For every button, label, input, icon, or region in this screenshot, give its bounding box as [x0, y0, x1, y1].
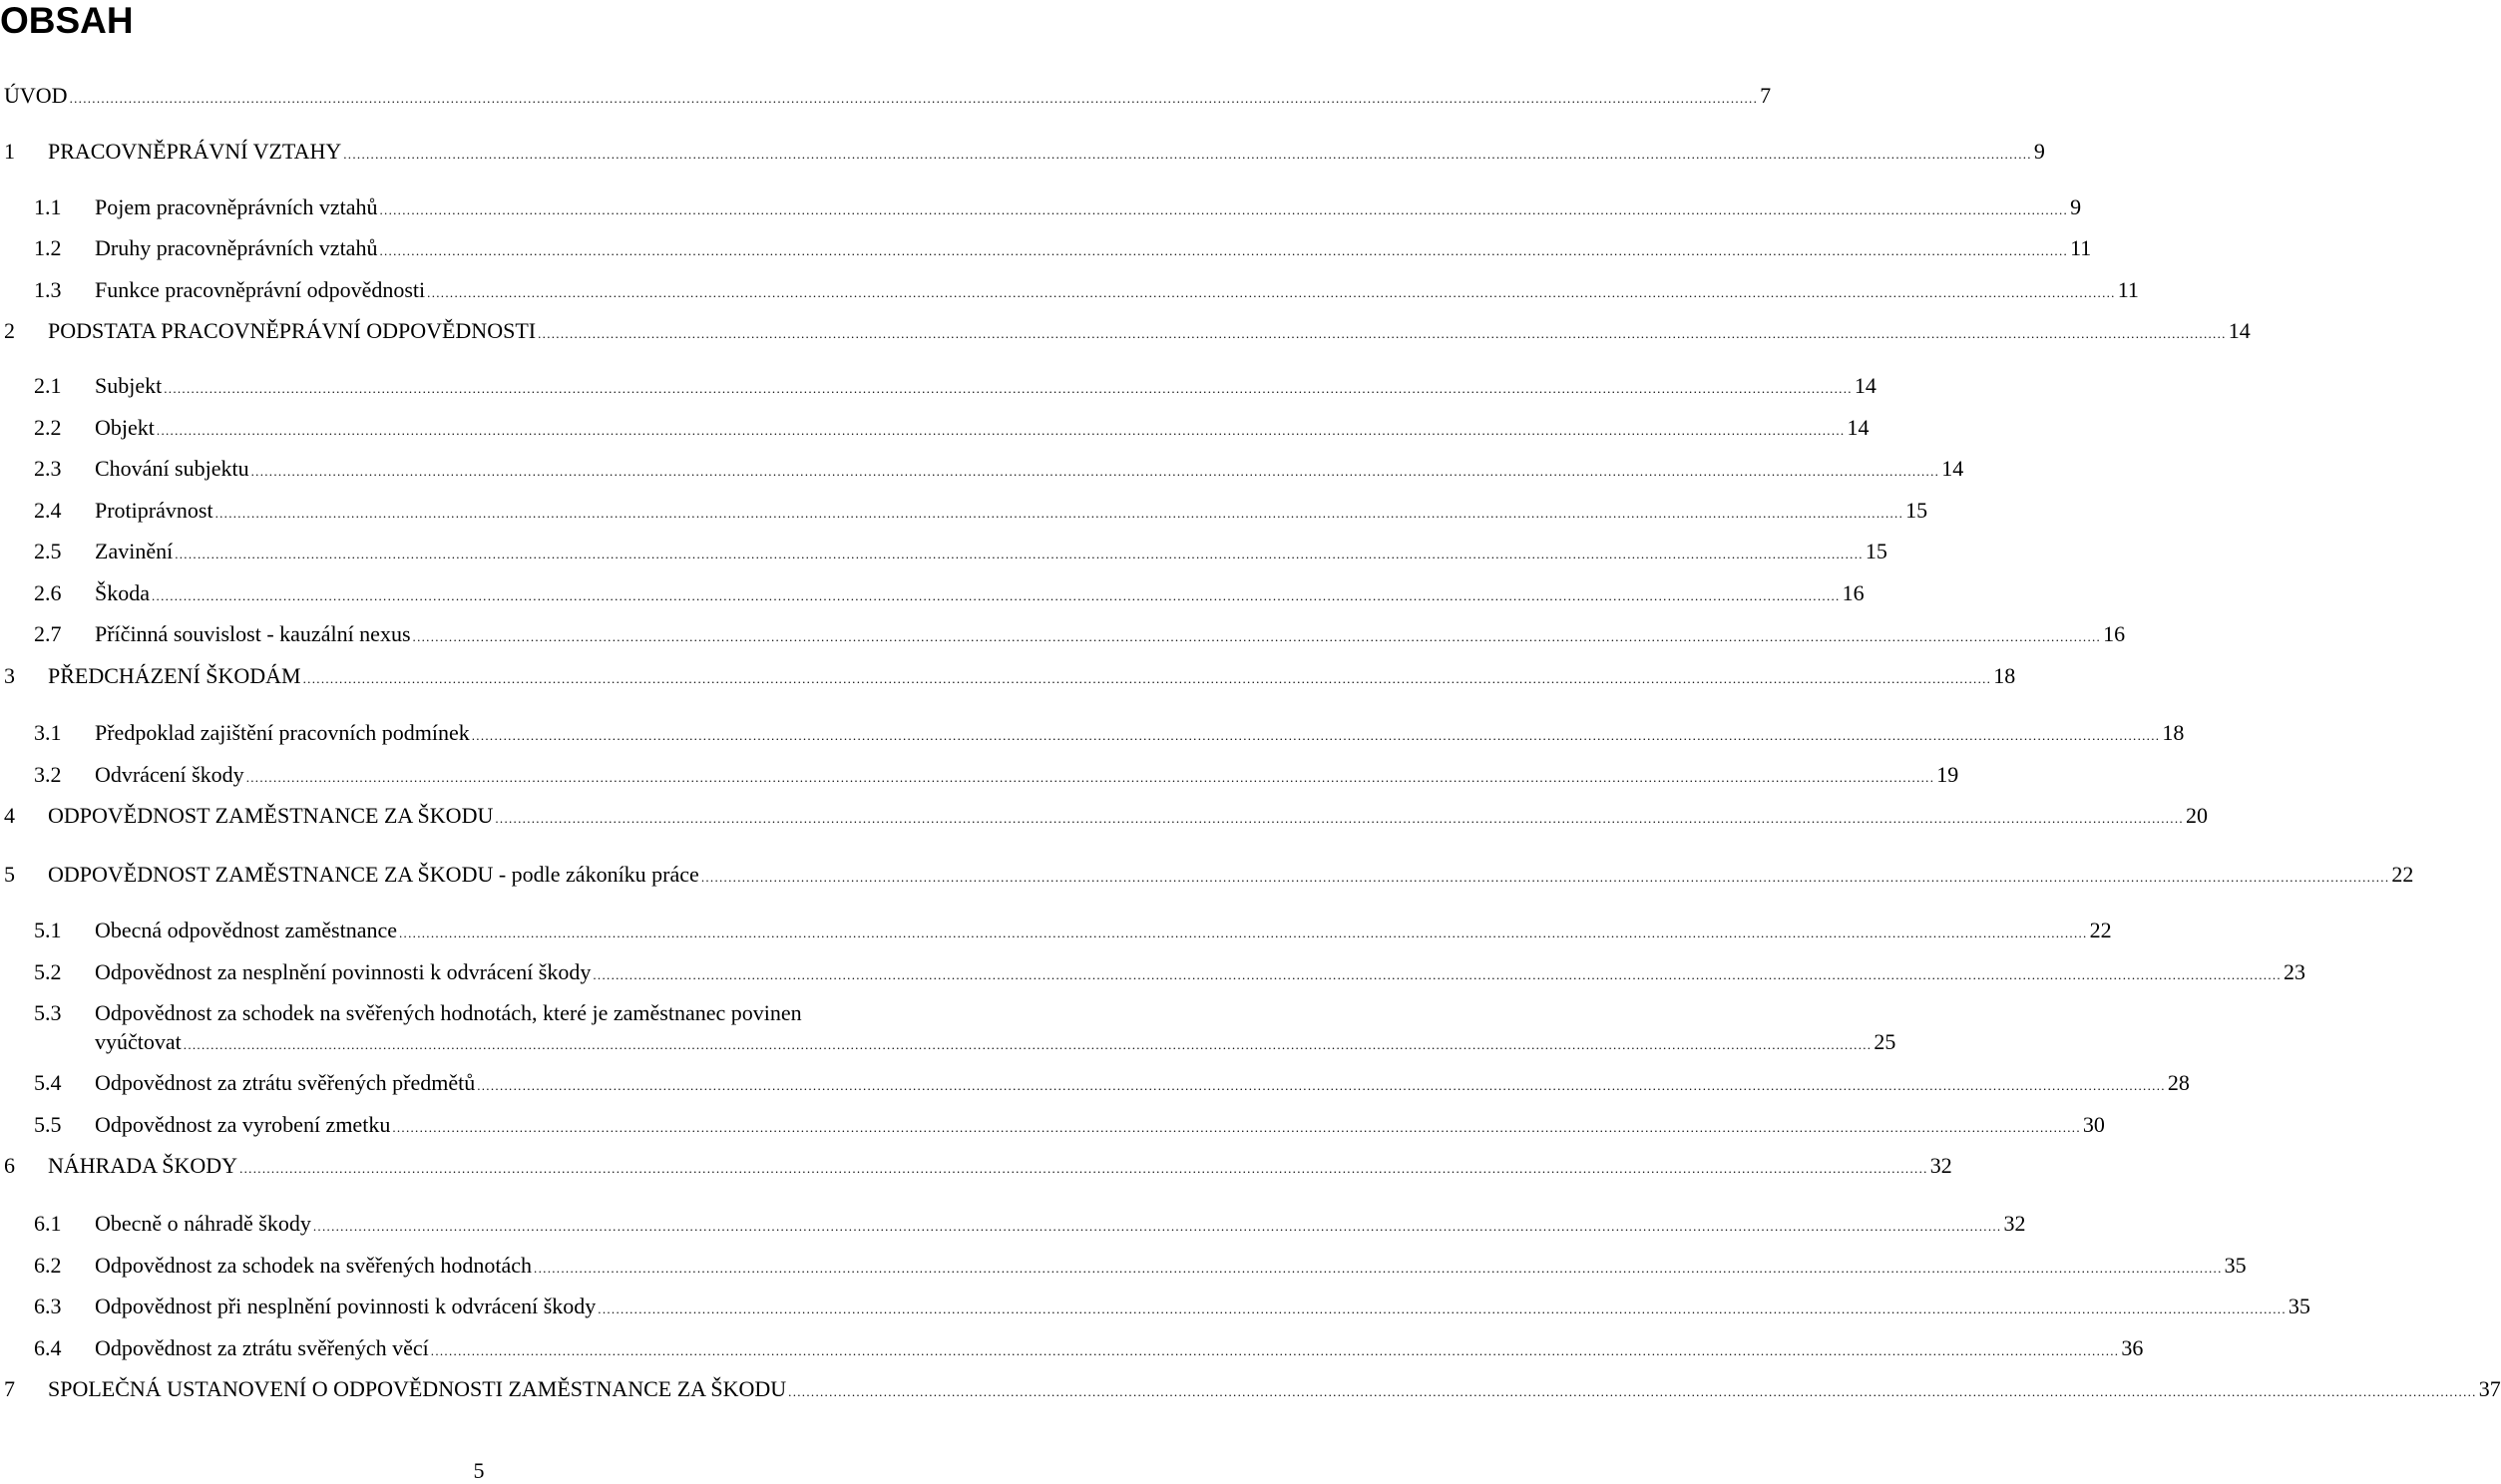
toc-dot-leader	[701, 865, 2390, 891]
toc-entry[interactable]	[0, 277, 2139, 303]
toc-entry-page: 18	[2162, 720, 2185, 745]
toc-entry[interactable]	[0, 1211, 2026, 1237]
toc-entry-title: Subjekt	[95, 373, 163, 398]
toc-entry-number: 2.5	[34, 539, 62, 563]
toc-entry-number: 2.7	[34, 621, 62, 646]
toc-entry-number: 3.2	[34, 762, 62, 787]
toc-entry-page: 14	[2228, 318, 2251, 343]
toc-entry-page: 37	[2478, 1376, 2501, 1401]
toc-entry-number: 1	[4, 139, 15, 164]
toc-entry[interactable]	[0, 1070, 2190, 1096]
toc-entry-page: 14	[1854, 373, 1876, 398]
toc-entry[interactable]	[0, 862, 2414, 888]
toc-entry-number: 6	[4, 1153, 15, 1178]
toc-entry-title: Odpovědnost za ztrátu svěřených předmětů	[95, 1070, 476, 1095]
toc-entry-title: PODSTATA PRACOVNĚPRÁVNÍ ODPOVĚDNOSTI	[48, 318, 537, 343]
toc-entry-page: 14	[1847, 415, 1870, 440]
toc-dot-leader	[534, 1256, 2223, 1282]
toc-dot-leader	[495, 806, 2184, 832]
toc-dot-leader	[215, 501, 1904, 527]
toc-entry-page: 18	[1993, 663, 2016, 688]
toc-entry-page: 22	[2089, 918, 2112, 942]
toc-entry-number: 1.1	[34, 194, 62, 219]
toc-dot-leader	[472, 723, 2161, 749]
toc-entry[interactable]	[0, 373, 1876, 399]
toc-entry-title: SPOLEČNÁ USTANOVENÍ O ODPOVĚDNOSTI ZAMĚSTNANCE ZA ŠKODU	[48, 1376, 787, 1401]
toc-entry-page: 15	[1865, 539, 1887, 563]
toc-entry[interactable]	[0, 498, 1928, 524]
page-number: 5	[473, 1458, 485, 1483]
toc-entry[interactable]	[0, 621, 2126, 647]
toc-entry[interactable]	[0, 415, 1870, 441]
toc-entry-number: 4	[4, 803, 15, 828]
toc-entry-number: 5.4	[34, 1070, 62, 1095]
toc-entry-page: 11	[2117, 277, 2139, 302]
toc-entry-page: 9	[2033, 139, 2045, 164]
toc-entry[interactable]	[0, 720, 2185, 746]
toc-dot-leader	[184, 1032, 1873, 1058]
toc-entry-page: 35	[2288, 1294, 2310, 1318]
toc-entry[interactable]	[0, 1029, 1896, 1055]
toc-entry-number: 2.2	[34, 415, 62, 440]
toc-entry-title: Druhy pracovněprávních vztahů	[95, 235, 378, 260]
toc-dot-leader	[251, 459, 1940, 485]
toc-entry[interactable]	[0, 762, 1959, 788]
toc-entry[interactable]	[0, 959, 2305, 985]
toc-dot-leader	[413, 624, 2102, 650]
toc-entry[interactable]	[0, 539, 1887, 564]
toc-entry-title: vyúčtovat	[95, 1029, 182, 1054]
toc-entry-page: 25	[1874, 1029, 1896, 1054]
toc-entry-number: 5.1	[34, 918, 62, 942]
toc-entry-page: 15	[1905, 498, 1928, 523]
toc-entry-number: 2.6	[34, 580, 62, 605]
toc-entry-title: Škoda	[95, 580, 150, 605]
toc-dot-leader	[427, 280, 2116, 306]
toc-entry-title: Odpovědnost při nesplnění povinnosti k odvrácení škody	[95, 1294, 597, 1318]
toc-entry-page: 19	[1936, 762, 1959, 787]
toc-entry-number: 2.3	[34, 456, 62, 481]
toc-entry[interactable]	[0, 803, 2208, 829]
toc-entry-title: Protiprávnost	[95, 498, 213, 523]
toc-entry-page: 7	[1760, 83, 1772, 108]
toc-entry-number: 6.4	[34, 1335, 62, 1360]
toc-entry-title: Odpovědnost za nesplnění povinnosti k odvrácení škody	[95, 959, 592, 984]
toc-entry-page: 30	[2082, 1112, 2105, 1137]
toc-entry-title: Odpovědnost za vyrobení zmetku	[95, 1112, 391, 1137]
toc-entry[interactable]	[0, 663, 2016, 689]
toc-entry[interactable]	[0, 1112, 2105, 1138]
toc-entry-page: 14	[1941, 456, 1964, 481]
toc-entry[interactable]	[0, 194, 2082, 220]
toc-dot-leader	[598, 1297, 2287, 1322]
toc-entry[interactable]	[0, 83, 1772, 109]
toc-entry-title: Předpoklad zajištění pracovních podmínek	[95, 720, 470, 745]
toc-entry-title: ODPOVĚDNOST ZAMĚSTNANCE ZA ŠKODU	[48, 803, 494, 828]
toc-entry-number: 6.2	[34, 1253, 62, 1278]
toc-dot-leader	[477, 1073, 2166, 1099]
toc-entry-title: Objekt	[95, 415, 155, 440]
toc-entry-number: 5.3	[34, 1000, 62, 1025]
toc-dot-leader	[343, 142, 2032, 168]
toc-entry-title: Odvrácení škody	[95, 762, 244, 787]
toc-dot-leader	[70, 86, 1759, 112]
toc-dot-leader	[175, 542, 1864, 567]
toc-entry-number: 3	[4, 663, 15, 688]
toc-entry[interactable]	[0, 1294, 2310, 1319]
toc-entry-page: 36	[2121, 1335, 2144, 1360]
toc-entry-title-line1: Odpovědnost za schodek na svěřených hodnotách, které je zaměstnanec povinen	[95, 1000, 802, 1025]
toc-entry-title: ODPOVĚDNOST ZAMĚSTNANCE ZA ŠKODU - podle zákoníku práce	[48, 862, 699, 887]
toc-entry-number: 2	[4, 318, 15, 343]
toc-entry-number: 1.3	[34, 277, 62, 302]
toc-entry-number: 3.1	[34, 720, 62, 745]
toc-dot-leader	[593, 962, 2282, 988]
toc-entry-title: ÚVOD	[4, 83, 68, 108]
toc-entry-number: 2.4	[34, 498, 62, 523]
toc-dot-leader	[392, 1115, 2081, 1141]
toc-entry-title: Odpovědnost za schodek na svěřených hodnotách	[95, 1253, 533, 1278]
toc-entry-title: PŘEDCHÁZENÍ ŠKODÁM	[48, 663, 301, 688]
toc-entry-number: 6.3	[34, 1294, 62, 1318]
toc-entry-title: Funkce pracovněprávní odpovědnosti	[95, 277, 426, 302]
toc-entry-number: 5	[4, 862, 15, 887]
toc-dot-leader	[788, 1379, 2477, 1405]
toc-entry-title: Pojem pracovněprávních vztahů	[95, 194, 378, 219]
toc-entry-page: 20	[2185, 803, 2208, 828]
toc-entry-title: Chování subjektu	[95, 456, 249, 481]
toc-entry-page: 32	[2003, 1211, 2026, 1236]
toc-entry-number: 7	[4, 1376, 15, 1401]
toc-entry-title: NÁHRADA ŠKODY	[48, 1153, 238, 1178]
page-title: OBSAH	[0, 0, 134, 41]
toc-entry-title: Příčinná souvislost - kauzální nexus	[95, 621, 411, 646]
toc-entry[interactable]	[0, 1335, 2144, 1361]
toc-entry-number: 1.2	[34, 235, 62, 260]
toc-dot-leader	[303, 666, 1992, 692]
toc-entry-page: 16	[2103, 621, 2126, 646]
toc-dot-leader	[152, 583, 1841, 609]
toc-entry[interactable]	[0, 580, 1865, 606]
toc-entry[interactable]	[0, 139, 2045, 165]
toc-entry[interactable]	[0, 918, 2112, 943]
toc-dot-leader	[379, 238, 2068, 264]
toc-entry[interactable]	[0, 318, 2251, 344]
toc-entry[interactable]	[0, 235, 2092, 261]
toc-entry-page: 16	[1842, 580, 1865, 605]
toc-entry-page: 28	[2167, 1070, 2190, 1095]
toc-dot-leader	[399, 921, 2088, 946]
toc-dot-leader	[239, 1156, 1928, 1182]
toc-entry-title: Odpovědnost za ztrátu svěřených věcí	[95, 1335, 429, 1360]
toc-entry-page: 22	[2391, 862, 2414, 887]
toc-entry-page: 9	[2070, 194, 2082, 219]
toc-dot-leader	[164, 376, 1853, 402]
toc-entry-title: Obecná odpovědnost zaměstnance	[95, 918, 397, 942]
toc-entry-number: 5.2	[34, 959, 62, 984]
toc-entry[interactable]	[0, 1253, 2247, 1279]
toc-entry[interactable]	[0, 1153, 1952, 1179]
toc-dot-leader	[538, 321, 2227, 347]
toc-entry-number: 6.1	[34, 1211, 62, 1236]
toc-entry-page: 23	[2283, 959, 2305, 984]
toc-entry[interactable]	[0, 456, 1964, 482]
toc-dot-leader	[379, 197, 2068, 223]
toc-entry-page: 32	[1929, 1153, 1952, 1178]
toc-entry-title: Zavinění	[95, 539, 174, 563]
toc-dot-leader	[157, 418, 1846, 444]
toc-dot-leader	[431, 1338, 2120, 1364]
toc-dot-leader	[246, 765, 1935, 791]
toc-entry-page: 11	[2070, 235, 2092, 260]
toc-entry-title: Obecně o náhradě škody	[95, 1211, 311, 1236]
toc-entry[interactable]	[0, 1376, 2501, 1402]
toc-dot-leader	[313, 1214, 2002, 1240]
toc-entry-page: 35	[2224, 1253, 2247, 1278]
toc-entry-number: 5.5	[34, 1112, 62, 1137]
toc-entry-title: PRACOVNĚPRÁVNÍ VZTAHY	[48, 139, 342, 164]
toc-entry-number: 2.1	[34, 373, 62, 398]
